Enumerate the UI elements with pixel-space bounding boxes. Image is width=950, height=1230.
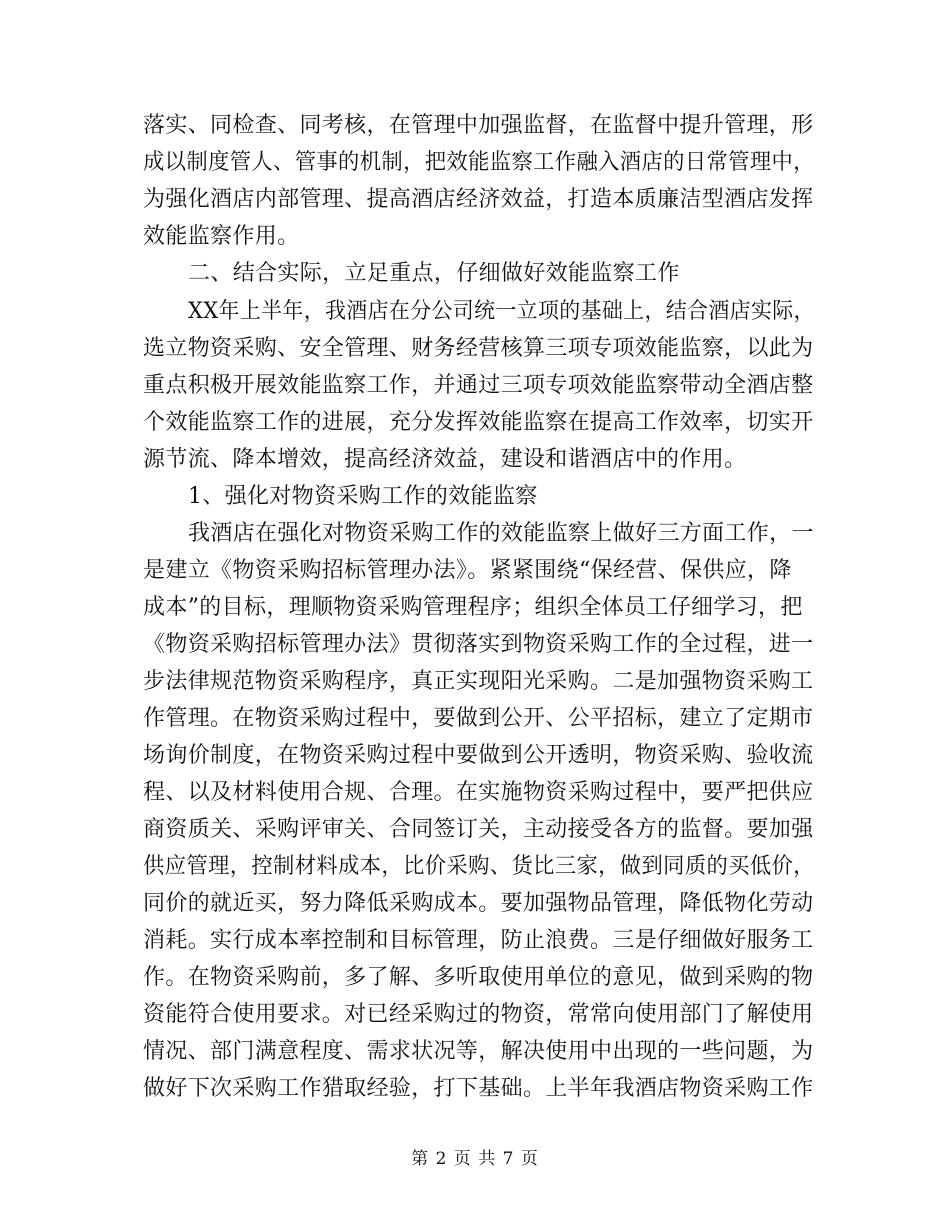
paragraph-line: 成以制度管人、管事的机制，把效能监察工作融入酒店的日常管理中， <box>143 150 815 175</box>
paragraph-line: 是建立《物资采购招标管理办法》。紧紧围绕“保经营、保供应，降 <box>143 558 792 583</box>
paragraph-line: 资能符合使用要求。对已经采购过的物资，常常向使用部门了解使用 <box>143 1002 814 1027</box>
page-number-footer: 第 2 页 共 7 页 <box>411 1149 539 1169</box>
paragraph-line: 消耗。实行成本率控制和目标管理，防止浪费。三是仔细做好服务工 <box>143 928 814 953</box>
paragraph-line: 落实、同检查、同考核，在管理中加强监督，在监督中提升管理，形 <box>143 113 814 138</box>
paragraph-line: XX年上半年，我酒店在分公司统一立项的基础上，结合酒店实际， <box>188 299 815 324</box>
paragraph-line: 作。在物资采购前，多了解、多听取使用单位的意见，做到采购的物 <box>143 965 814 990</box>
paragraph-line: 商资质关、采购评审关、合同签订关，主动接受各方的监督。要加强 <box>143 817 814 842</box>
paragraph-line: 供应管理，控制材料成本，比价采购、货比三家，做到同质的买低价， <box>143 854 815 879</box>
paragraph-line: 我酒店在强化对物资采购工作的效能监察上做好三方面工作，一 <box>188 521 814 546</box>
paragraph-line: 重点积极开展效能监察工作，并通过三项专项效能监察带动全酒店整 <box>143 373 814 398</box>
paragraph-line: 场询价制度，在物资采购过程中要做到公开透明，物资采购、验收流 <box>143 743 814 768</box>
paragraph-line: 程、以及材料使用合规、合理。在实施物资采购过程中，要严把供应 <box>143 780 814 805</box>
paragraph-line: 选立物资采购、安全管理、财务经营核算三项专项效能监察，以此为 <box>143 336 814 361</box>
paragraph-line: 成本”的目标，理顺物资采购管理程序；组织全体员工仔细学习，把 <box>143 595 803 620</box>
paragraph-line: 情况、部门满意程度、需求状况等，解决使用中出现的一些问题，为 <box>143 1039 814 1064</box>
paragraph-line: 步法律规范物资采购程序，真正实现阳光采购。二是加强物资采购工 <box>143 669 814 694</box>
paragraph-line: 做好下次采购工作猎取经验，打下基础。上半年我酒店物资采购工作 <box>143 1076 814 1101</box>
subsection-heading: 1、强化对物资采购工作的效能监察 <box>188 484 538 509</box>
section-heading: 二、结合实际，立足重点，仔细做好效能监察工作 <box>188 261 680 286</box>
paragraph-line: 个效能监察工作的进展，充分发挥效能监察在提高工作效率，切实开 <box>143 410 814 435</box>
paragraph-line: 作管理。在物资采购过程中，要做到公开、公平招标，建立了定期市 <box>143 706 814 731</box>
paragraph-line: 效能监察作用。 <box>143 224 300 249</box>
paragraph-line: 《物资采购招标管理办法》贯彻落实到物资采购工作的全过程，进一 <box>143 632 814 657</box>
paragraph-line: 为强化酒店内部管理、提高酒店经济效益，打造本质廉洁型酒店发挥 <box>143 187 814 212</box>
paragraph-line: 源节流、降本增效，提高经济效益，建设和谐酒店中的作用。 <box>143 447 747 472</box>
paragraph-line: 同价的就近买，努力降低采购成本。要加强物品管理，降低物化劳动 <box>143 891 814 916</box>
